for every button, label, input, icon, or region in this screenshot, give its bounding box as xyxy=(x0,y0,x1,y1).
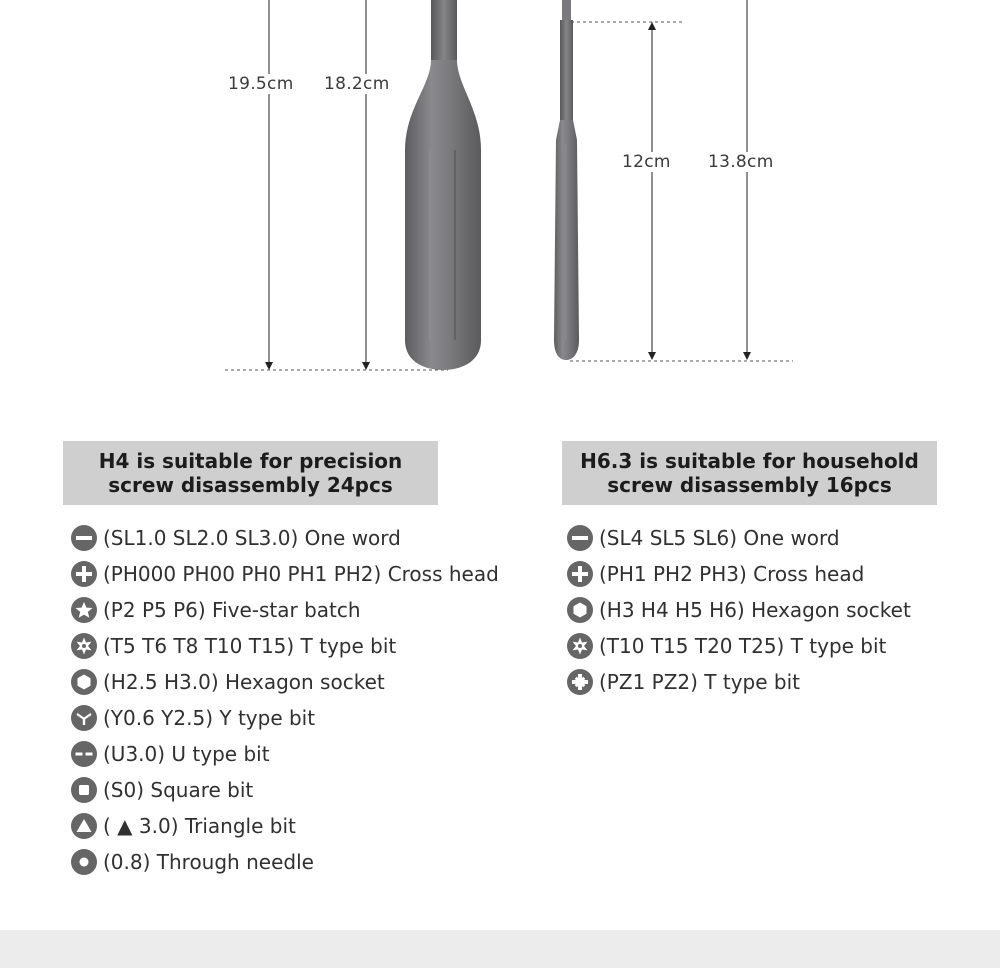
needle-icon xyxy=(71,849,97,875)
hexagon-icon xyxy=(567,597,593,623)
h63-shaft xyxy=(560,20,573,130)
bit-label: (S0) Square bit xyxy=(103,778,254,802)
cross-icon xyxy=(567,561,593,587)
slot-icon xyxy=(567,525,593,551)
torx-icon xyxy=(71,633,97,659)
list-item xyxy=(71,844,499,880)
bit-label: (Y0.6 Y2.5) Y type bit xyxy=(103,706,316,730)
bit-label: (T5 T6 T8 T10 T15) T type bit xyxy=(103,634,397,658)
u-type-icon xyxy=(71,741,97,767)
list-item xyxy=(71,520,499,556)
list-item xyxy=(567,664,911,700)
list-item xyxy=(567,520,911,556)
triangle-icon xyxy=(71,813,97,839)
bottom-band xyxy=(0,930,1000,968)
list-item xyxy=(567,628,911,664)
h63-title-line2: screw disassembly 16pcs xyxy=(607,473,892,497)
screwdriver-illustration xyxy=(0,0,1000,400)
h4-title-line1: H4 is suitable for precision xyxy=(98,449,403,473)
h63-total-length: 13.8cm xyxy=(705,152,777,172)
h4-total-length: 19.5cm xyxy=(225,74,297,94)
h63-header xyxy=(562,441,937,505)
star-icon xyxy=(71,597,97,623)
bit-label: (H2.5 H3.0) Hexagon socket xyxy=(103,670,385,694)
list-item xyxy=(567,556,911,592)
bit-label: (PH000 PH00 PH0 PH1 PH2) Cross head xyxy=(103,562,499,586)
list-item xyxy=(71,772,499,808)
h4-shaft xyxy=(431,0,457,70)
bit-label: (0.8) Through needle xyxy=(103,850,314,874)
list-item xyxy=(71,664,499,700)
list-item xyxy=(567,592,911,628)
h4-shaft-length: 18.2cm xyxy=(321,74,393,94)
list-item xyxy=(71,736,499,772)
y-type-icon xyxy=(71,705,97,731)
h63-title-line1: H6.3 is suitable for household xyxy=(580,449,919,473)
cross-icon xyxy=(71,561,97,587)
bit-label: (PH1 PH2 PH3) Cross head xyxy=(599,562,865,586)
bit-label: (SL4 SL5 SL6) One word xyxy=(599,526,840,550)
bit-label: (SL1.0 SL2.0 SL3.0) One word xyxy=(103,526,401,550)
h4-handle xyxy=(405,60,481,370)
list-item xyxy=(71,556,499,592)
h4-title-line2: screw disassembly 24pcs xyxy=(108,473,393,497)
list-item xyxy=(71,592,499,628)
h63-shaft-length: 12cm xyxy=(619,152,674,172)
hexagon-icon xyxy=(71,669,97,695)
list-item xyxy=(71,808,499,844)
bit-label: (T10 T15 T20 T25) T type bit xyxy=(599,634,887,658)
slot-icon xyxy=(71,525,97,551)
list-item xyxy=(71,628,499,664)
bit-label: (PZ1 PZ2) T type bit xyxy=(599,670,800,694)
bit-label: (P2 P5 P6) Five-star batch xyxy=(103,598,361,622)
bit-label: (H3 H4 H5 H6) Hexagon socket xyxy=(599,598,911,622)
pozi-icon xyxy=(567,669,593,695)
bit-label: (U3.0) U type bit xyxy=(103,742,270,766)
h4-bit-list xyxy=(71,520,499,880)
square-icon xyxy=(71,777,97,803)
bit-label: ( ▲ 3.0) Triangle bit xyxy=(103,814,296,838)
h4-header xyxy=(63,441,438,505)
h63-bit-list xyxy=(567,520,911,700)
dimension-diagram xyxy=(0,0,1000,400)
list-item xyxy=(71,700,499,736)
torx-icon xyxy=(567,633,593,659)
